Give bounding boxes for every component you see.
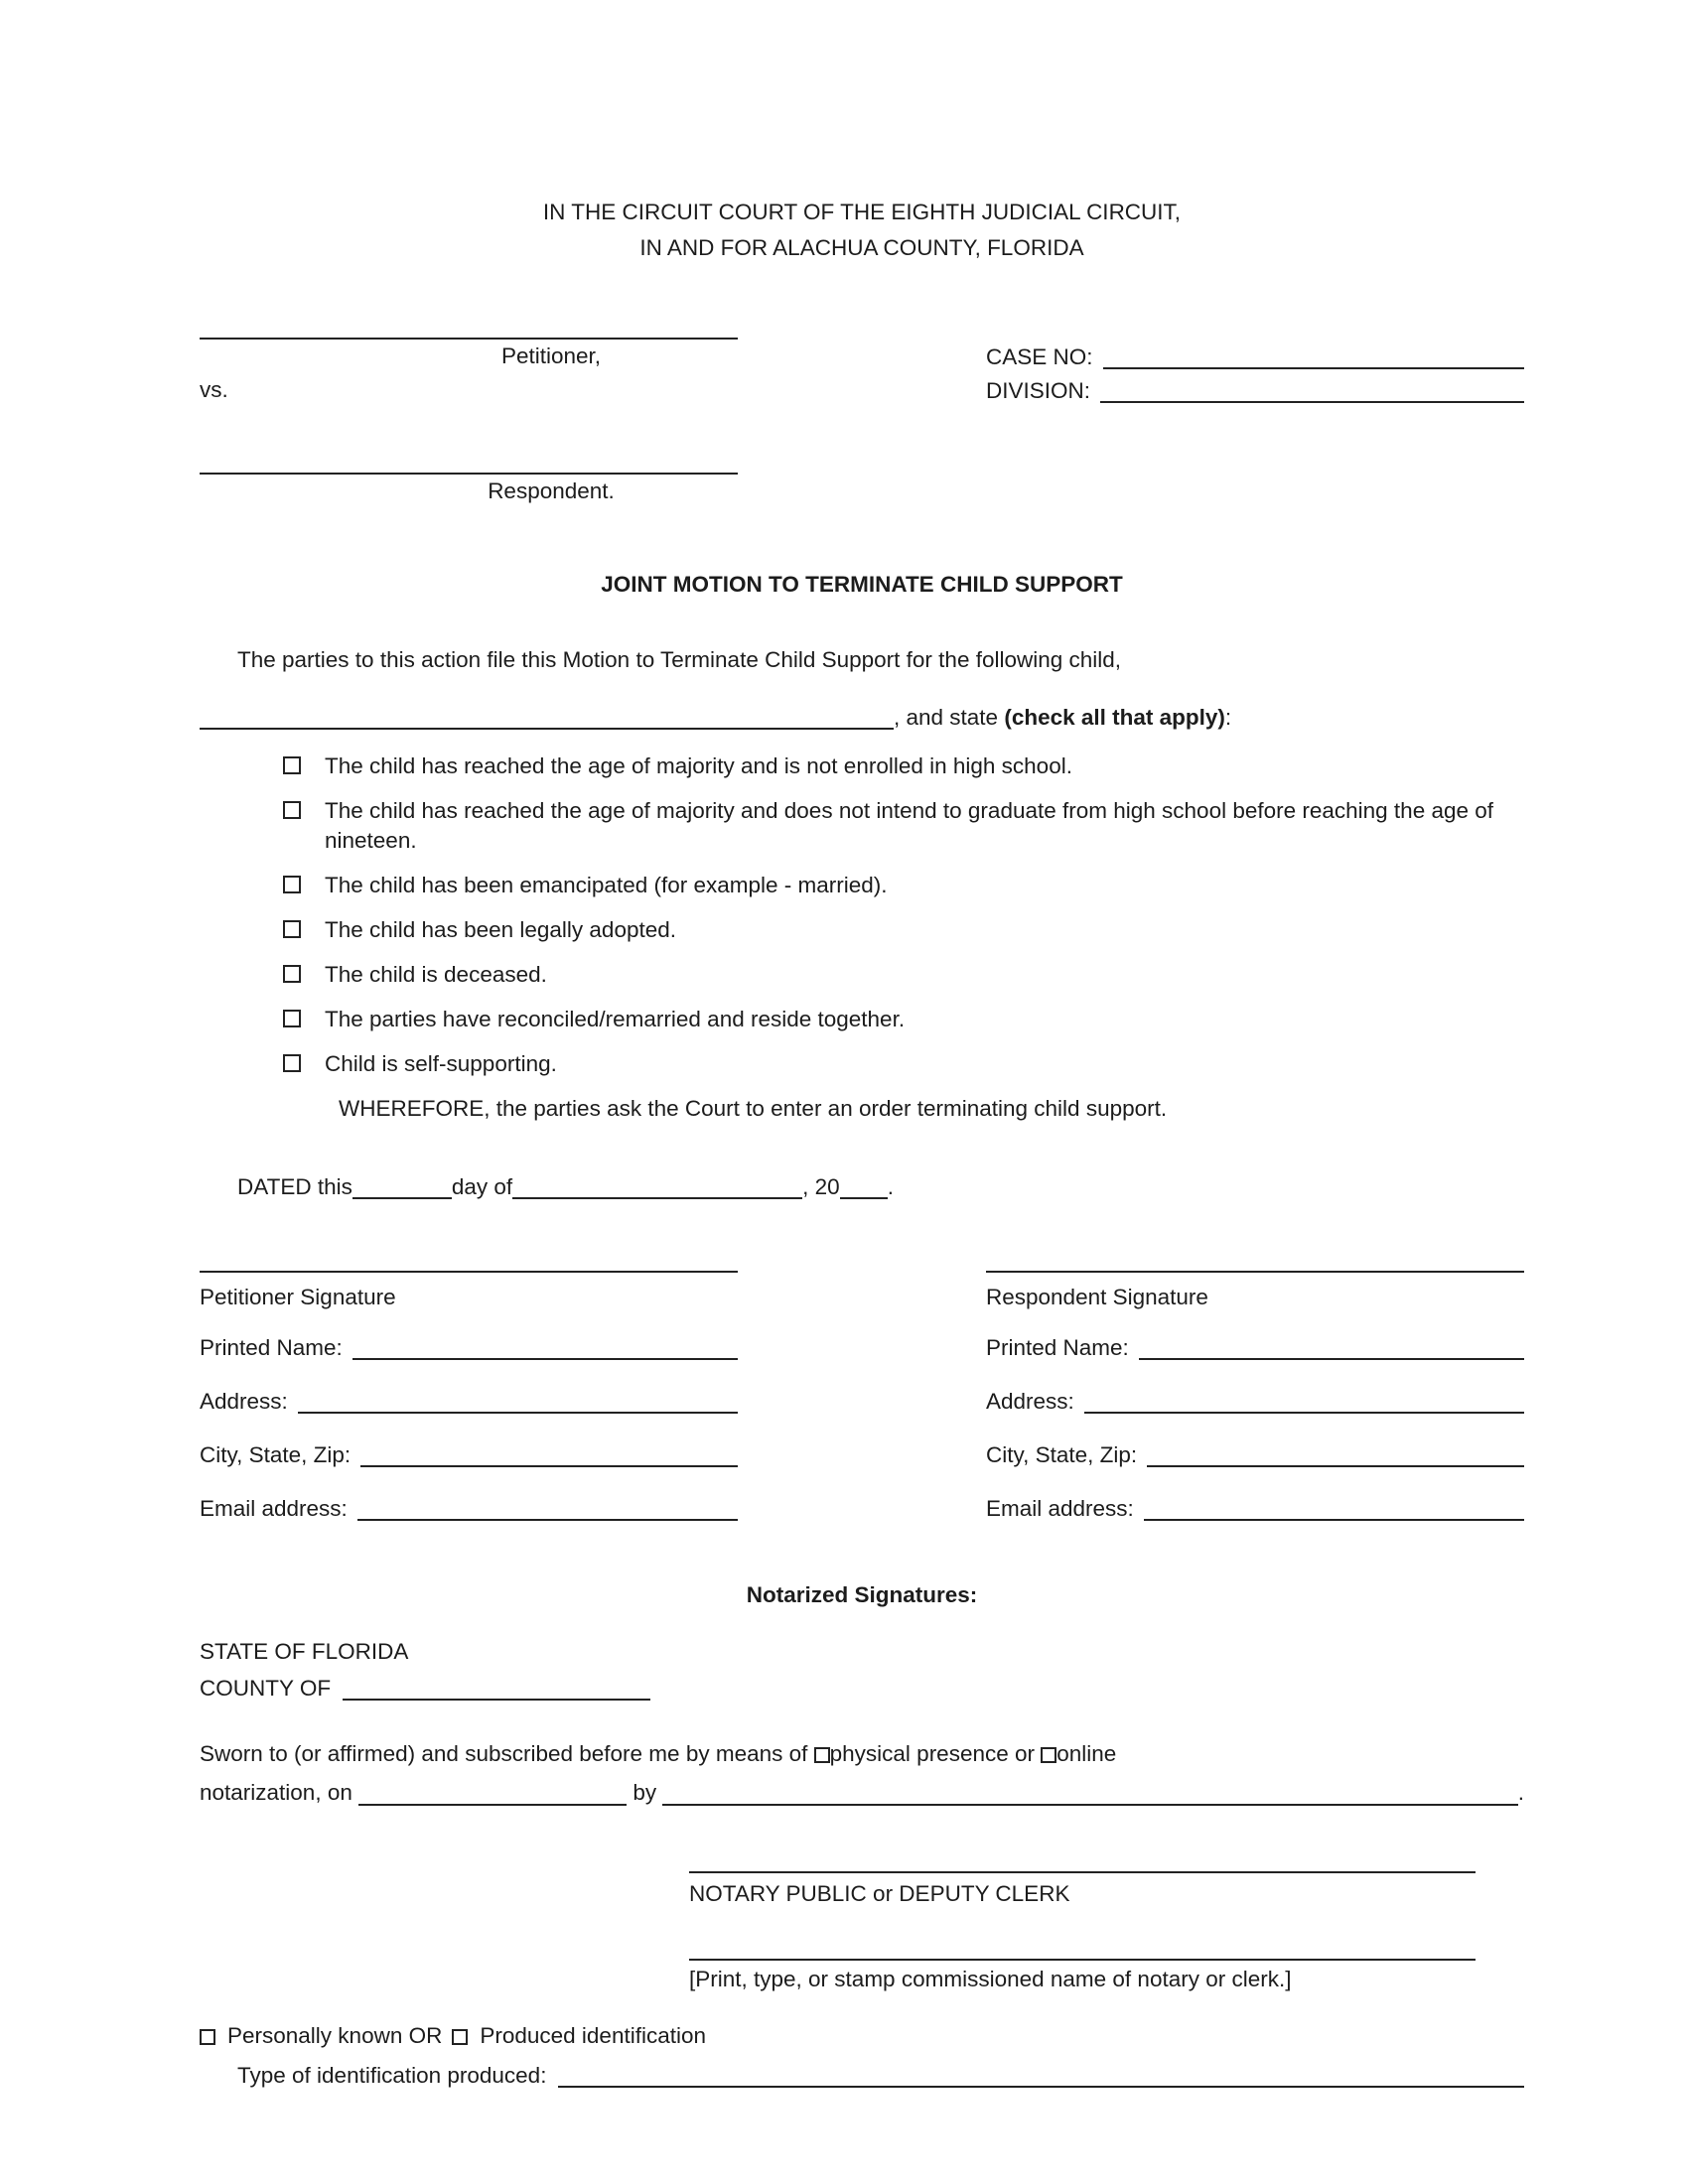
caption-left-column bbox=[200, 312, 738, 407]
county-label: COUNTY OF bbox=[200, 1675, 332, 1701]
field-row bbox=[200, 1439, 738, 1471]
printed-name-blank[interactable] bbox=[352, 1334, 738, 1360]
state-text: , and state bbox=[894, 704, 1005, 730]
online-checkbox-icon[interactable] bbox=[1041, 1747, 1056, 1763]
checkbox-row bbox=[200, 1049, 1524, 1079]
checkbox-icon[interactable] bbox=[283, 756, 301, 774]
petitioner-signature-blank[interactable] bbox=[200, 1243, 738, 1273]
online-label: online bbox=[1056, 1740, 1117, 1766]
court-header-line1: IN THE CIRCUIT COURT OF THE EIGHTH JUDICIAL CIRCUIT, bbox=[542, 200, 1182, 224]
county-row bbox=[200, 1673, 1524, 1705]
petitioner-name-blank[interactable] bbox=[200, 312, 738, 340]
form-title: JOINT MOTION TO TERMINATE CHILD SUPPORT bbox=[601, 572, 1123, 597]
dated-row bbox=[200, 1171, 1524, 1203]
personally-known-checkbox-icon[interactable] bbox=[200, 2029, 215, 2045]
notary-public-label: NOTARY PUBLIC or DEPUTY CLERK bbox=[689, 1880, 1070, 1906]
checkbox-row bbox=[200, 915, 1524, 945]
dated-year-blank[interactable] bbox=[840, 1173, 888, 1199]
checkbox-label: The child has been legally adopted. bbox=[325, 916, 677, 942]
division-blank[interactable] bbox=[1100, 377, 1524, 403]
checkbox-label: The child has reached the age of majority and is not enrolled in high school. bbox=[325, 752, 1072, 778]
sworn-paragraph bbox=[200, 1734, 1524, 1812]
type-id-blank[interactable] bbox=[558, 2062, 1524, 2088]
respondent-signature-label: Respondent Signature bbox=[986, 1284, 1208, 1309]
checkbox-label: Child is self-supporting. bbox=[325, 1050, 557, 1076]
stamp-instruction: [Print, type, or stamp commissioned name of notary or clerk.] bbox=[689, 1966, 1292, 1991]
printed-name-label: Printed Name: bbox=[200, 1335, 343, 1361]
field-row bbox=[986, 1439, 1524, 1471]
city-state-zip-label: City, State, Zip: bbox=[200, 1442, 352, 1468]
check-all-bold: (check all that apply) bbox=[1004, 704, 1225, 730]
case-no-label: CASE NO: bbox=[986, 344, 1093, 369]
printed-name-blank[interactable] bbox=[1139, 1334, 1524, 1360]
email-blank[interactable] bbox=[1144, 1495, 1524, 1521]
dated-period: . bbox=[887, 1173, 894, 1199]
checkbox-row bbox=[200, 960, 1524, 990]
email-blank[interactable] bbox=[357, 1495, 738, 1521]
dated-month-blank[interactable] bbox=[512, 1173, 802, 1199]
vs-label: vs. bbox=[200, 377, 228, 402]
notarization-date-blank[interactable] bbox=[358, 1780, 627, 1806]
dated-prefix: DATED this bbox=[237, 1173, 352, 1199]
division-label: DIVISION: bbox=[986, 378, 1091, 403]
notary-printed-name-blank[interactable] bbox=[689, 1935, 1476, 1961]
petitioner-signature-label: Petitioner Signature bbox=[200, 1284, 396, 1309]
type-of-identification-row bbox=[200, 2060, 1524, 2092]
address-label: Address: bbox=[200, 1389, 288, 1415]
address-blank[interactable] bbox=[298, 1388, 738, 1414]
caption-right-column bbox=[986, 312, 1524, 407]
checkbox-icon[interactable] bbox=[283, 1010, 301, 1027]
produced-id-checkbox-icon[interactable] bbox=[452, 2029, 468, 2045]
notary-signature-blank[interactable] bbox=[689, 1847, 1476, 1873]
field-row bbox=[986, 1386, 1524, 1418]
checkbox-label: The child is deceased. bbox=[325, 961, 547, 987]
email-label: Email address: bbox=[986, 1496, 1134, 1522]
field-row bbox=[986, 1332, 1524, 1364]
dated-day-of: day of bbox=[451, 1173, 513, 1199]
field-row bbox=[200, 1386, 738, 1418]
produced-id-label: Produced identification bbox=[480, 2022, 706, 2048]
city-state-zip-blank[interactable] bbox=[1147, 1441, 1524, 1467]
checkbox-list bbox=[200, 751, 1524, 1079]
case-no-blank[interactable] bbox=[1103, 343, 1524, 369]
checkbox-icon[interactable] bbox=[283, 801, 301, 819]
type-id-label: Type of identification produced: bbox=[237, 2062, 547, 2088]
sworn-line2 bbox=[200, 1773, 1524, 1812]
case-no-row bbox=[986, 340, 1524, 373]
respondent-block bbox=[200, 447, 738, 508]
court-header-line2: IN AND FOR ALACHUA COUNTY, FLORIDA bbox=[639, 235, 1084, 260]
field-row bbox=[200, 1332, 738, 1364]
wherefore-clause: WHEREFORE, the parties ask the Court to enter an order terminating child support. bbox=[339, 1095, 1168, 1121]
checkbox-icon[interactable] bbox=[283, 920, 301, 938]
checkbox-row bbox=[200, 751, 1524, 781]
dated-comma-20: , 20 bbox=[802, 1173, 840, 1199]
checkbox-icon[interactable] bbox=[283, 1054, 301, 1072]
city-state-zip-blank[interactable] bbox=[360, 1441, 738, 1467]
case-caption bbox=[200, 312, 1524, 407]
address-label: Address: bbox=[986, 1389, 1074, 1415]
printed-name-label: Printed Name: bbox=[986, 1335, 1129, 1361]
city-state-zip-label: City, State, Zip: bbox=[986, 1442, 1138, 1468]
sworn-prefix: Sworn to (or affirmed) and subscribed before me by means of bbox=[200, 1740, 814, 1766]
intro-paragraph: The parties to this action file this Motion to Terminate Child Support for the following child, bbox=[237, 647, 1122, 673]
notary-signature-block bbox=[689, 1847, 1476, 1996]
petitioner-signature-block bbox=[200, 1243, 738, 1547]
field-row bbox=[986, 1493, 1524, 1525]
checkbox-label: The child has been emancipated (for example - married). bbox=[325, 872, 888, 897]
physical-presence-label: physical presence or bbox=[829, 1740, 1042, 1766]
respondent-name-blank[interactable] bbox=[200, 447, 738, 475]
petitioner-label: Petitioner, bbox=[500, 343, 602, 368]
child-name-blank[interactable] bbox=[200, 704, 894, 730]
respondent-signature-block bbox=[986, 1243, 1524, 1547]
dated-day-blank[interactable] bbox=[352, 1173, 452, 1199]
sworn-period: . bbox=[1517, 1779, 1524, 1805]
checkbox-label: The child has reached the age of majority and does not intend to graduate from high school before reaching the age of nineteen. bbox=[325, 797, 1494, 853]
notarized-signatures-heading: Notarized Signatures: bbox=[746, 1582, 978, 1608]
checkbox-label: The parties have reconciled/remarried and reside together. bbox=[325, 1006, 906, 1031]
by-label: by bbox=[627, 1779, 663, 1805]
respondent-signature-blank[interactable] bbox=[986, 1243, 1524, 1273]
division-row bbox=[986, 373, 1524, 407]
state-colon: : bbox=[1224, 704, 1232, 730]
email-label: Email address: bbox=[200, 1496, 348, 1522]
checkbox-icon[interactable] bbox=[283, 965, 301, 983]
checkbox-row bbox=[200, 1005, 1524, 1034]
caption-spacer bbox=[986, 312, 1524, 340]
physical-presence-checkbox-icon[interactable] bbox=[814, 1747, 830, 1763]
state-of-florida: STATE OF FLORIDA bbox=[200, 1638, 409, 1664]
address-blank[interactable] bbox=[1084, 1388, 1524, 1414]
field-row bbox=[200, 1493, 738, 1525]
respondent-label: Respondent. bbox=[488, 478, 615, 503]
personally-known-label: Personally known OR bbox=[227, 2022, 443, 2048]
checkbox-row bbox=[200, 871, 1524, 900]
notarized-by-blank[interactable] bbox=[662, 1780, 1517, 1806]
checkbox-row bbox=[200, 796, 1524, 856]
checkbox-icon[interactable] bbox=[283, 876, 301, 893]
signature-blocks bbox=[200, 1243, 1524, 1547]
notarization-on-label: notarization, on bbox=[200, 1779, 359, 1805]
county-blank[interactable] bbox=[343, 1675, 650, 1701]
identification-row bbox=[200, 2020, 1524, 2052]
child-name-row bbox=[200, 702, 1524, 734]
court-header bbox=[200, 195, 1524, 266]
sworn-line1 bbox=[200, 1734, 1524, 1773]
